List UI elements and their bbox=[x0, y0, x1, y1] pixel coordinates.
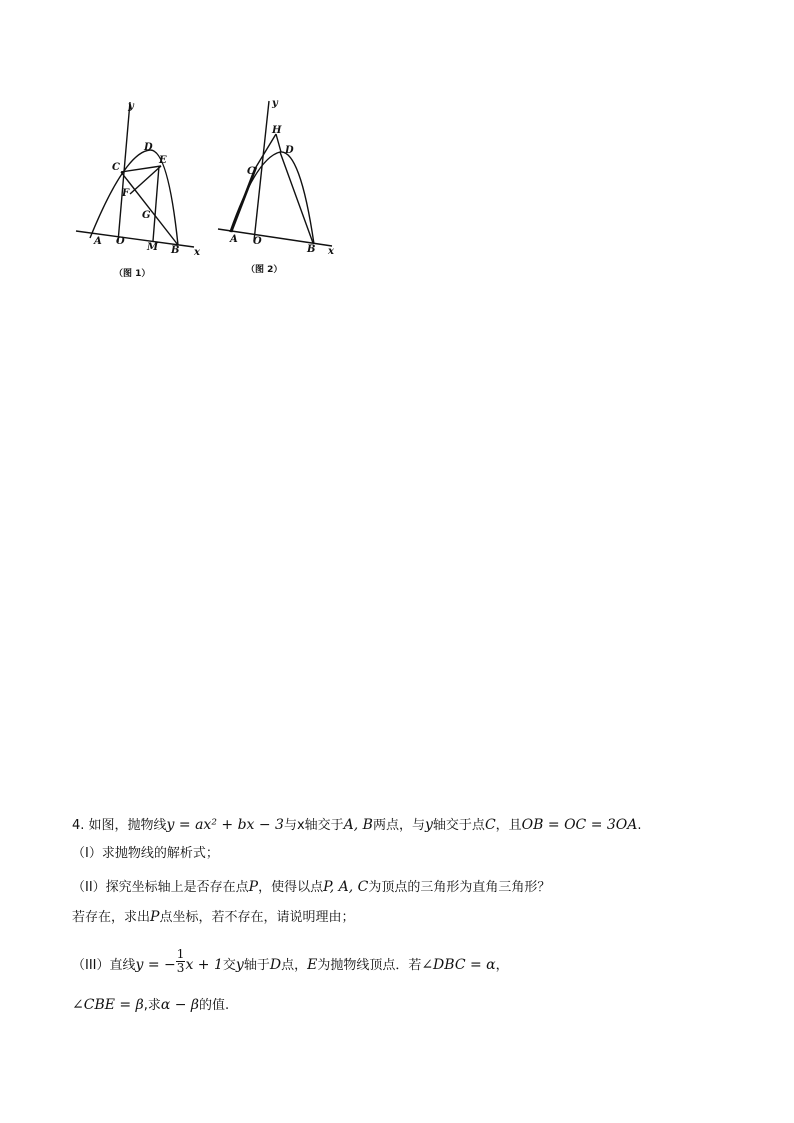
part3-end: ， bbox=[495, 958, 509, 974]
part3-prefix: （III）直线 bbox=[72, 958, 136, 974]
fig2-parabola bbox=[230, 152, 314, 244]
figures bbox=[70, 92, 360, 292]
part3-eq-right: x + 1 bbox=[185, 957, 223, 974]
fig2-label-b: B bbox=[307, 244, 316, 255]
part3-frac-num: 1 bbox=[176, 947, 185, 961]
part3-line2-end: 的值. bbox=[199, 998, 230, 1013]
part3-angle1: ∠DBC = α bbox=[421, 957, 496, 974]
part-3 bbox=[72, 947, 509, 979]
part3-frac-den: 3 bbox=[176, 961, 185, 976]
part3-e: E bbox=[307, 957, 318, 974]
part-2-line-2 bbox=[72, 906, 354, 929]
fig2-y-axis bbox=[254, 101, 269, 241]
part-2 bbox=[72, 876, 550, 899]
fig2-label-c: C bbox=[247, 166, 255, 177]
fig2-label-o: O bbox=[253, 236, 262, 247]
part2-line2-prefix: 若存在，求出 bbox=[72, 910, 151, 925]
part2-p: P bbox=[248, 879, 259, 895]
fig1-line-em bbox=[153, 166, 159, 241]
part2-points: P, A, C bbox=[323, 879, 369, 895]
fig1-label-m: M bbox=[147, 242, 159, 253]
part3-line2-angle: ∠CBE = β bbox=[72, 997, 144, 1013]
fig1-label-d: D bbox=[144, 142, 153, 153]
part2-end: 为顶点的三角形为直角三角形？ bbox=[368, 880, 551, 895]
part3-mid2: 轴于 bbox=[243, 958, 270, 974]
fig1-label-o: O bbox=[116, 236, 125, 247]
part2-mid: ，使得以点 bbox=[258, 880, 324, 895]
figure-1 bbox=[70, 92, 360, 292]
fig2-label-a: A bbox=[230, 234, 238, 245]
intro-equation: y = ax² + bx − 3 bbox=[166, 817, 284, 833]
fig1-label-a: A bbox=[94, 236, 102, 247]
intro-condition: OB = OC = 3OA bbox=[521, 817, 638, 833]
part2-line2-end: 点坐标，若不存在，请说明理由； bbox=[159, 910, 355, 925]
part-1: （I）求抛物线的解析式； bbox=[72, 846, 219, 861]
part3-fraction bbox=[176, 948, 186, 975]
intro-text-3: 轴交于点 bbox=[432, 818, 485, 833]
fig2-label-y: y bbox=[272, 98, 278, 109]
part2-prefix: （II）探究坐标轴上是否存在点 bbox=[72, 880, 249, 895]
fig1-label-y: y bbox=[128, 101, 134, 112]
part3-mid: 交 bbox=[222, 958, 236, 974]
fig1-label-b: B bbox=[171, 245, 180, 256]
intro-text: 与x轴交于 bbox=[283, 818, 344, 833]
problem-intro bbox=[72, 814, 642, 837]
part3-mid3: 点， bbox=[281, 958, 308, 974]
fig2-caption: （图 2） bbox=[246, 265, 283, 275]
intro-y: y bbox=[425, 817, 433, 833]
intro-text-4: ，且 bbox=[495, 818, 522, 833]
fig1-label-c: C bbox=[112, 162, 120, 173]
intro-prefix: 4. 如图，抛物线 bbox=[72, 818, 167, 833]
fig1-label-x: x bbox=[194, 247, 200, 258]
fig1-label-g: G bbox=[142, 210, 151, 221]
fig1-line-cb bbox=[121, 172, 178, 245]
part3-d: D bbox=[269, 957, 282, 974]
part3-mid4: 为抛物线顶点．若 bbox=[317, 958, 422, 974]
intro-text-2: 两点，与 bbox=[372, 818, 425, 833]
intro-points: A, B bbox=[343, 817, 373, 833]
fig1-label-e: E bbox=[159, 155, 167, 166]
fig1-label-f: F bbox=[122, 188, 130, 199]
fig2-line-hd bbox=[276, 134, 281, 152]
fig2-label-d: D bbox=[285, 145, 294, 156]
part3-line2-mid: ,求 bbox=[143, 998, 161, 1013]
intro-c: C bbox=[484, 817, 496, 833]
fig2-label-x: x bbox=[328, 246, 334, 257]
part-3-line-2 bbox=[72, 994, 229, 1017]
fig2-label-h: H bbox=[272, 125, 282, 136]
part3-y: y bbox=[235, 957, 244, 974]
fig2-line-db bbox=[280, 152, 313, 243]
part2-line2-p: P bbox=[150, 909, 160, 925]
fig1-caption: （图 1） bbox=[114, 269, 151, 279]
intro-end: . bbox=[637, 818, 642, 833]
part3-eq-left: y = − bbox=[135, 957, 176, 974]
part3-line2-expr: α − β bbox=[160, 997, 200, 1013]
